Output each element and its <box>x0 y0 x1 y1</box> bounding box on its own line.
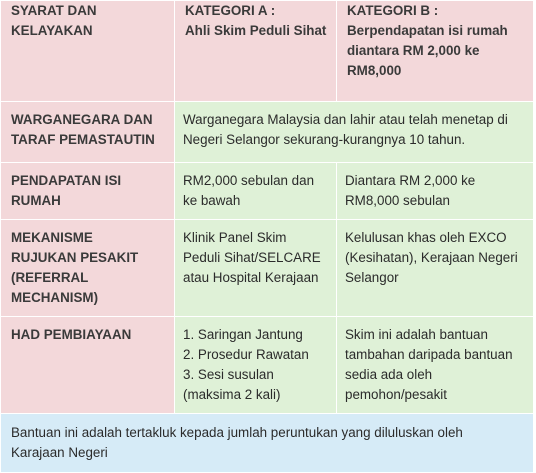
table-row-pendapatan <box>1 163 534 220</box>
cell-kategori-b: Kelulusan khas oleh EXCO (Kesihatan), Kerajaan Negeri Selangor <box>337 220 534 317</box>
list-item: 3. Sesi susulan <box>183 367 274 382</box>
table-row-had-pembiayaan <box>1 317 534 414</box>
cell-kategori-a <box>175 317 337 414</box>
cell-kategori-b: Skim ini adalah bantuan tambahan daripada bantuan sedia ada oleh pemohon/pesakit <box>337 317 534 414</box>
footer-row <box>1 414 534 473</box>
list-item: 1. Saringan Jantung <box>183 327 303 342</box>
list-item: 2. Prosedur Rawatan <box>183 347 309 362</box>
row-merged-cell: Warganegara Malaysia dan lahir atau telah menetap di Negeri Selangor sekurang-kurangnya 10 tahun. <box>175 102 534 163</box>
cell-kategori-a: RM2,000 sebulan dan ke bawah <box>175 163 337 220</box>
row-label: PENDAPATAN ISI RUMAH <box>1 163 175 220</box>
header-kategori-b: KATEGORI B : Berpendapatan isi rumah diantara RM 2,000 ke RM8,000 <box>337 1 534 102</box>
row-label: WARGANEGARA DAN TARAF PEMASTAUTIN <box>1 102 175 163</box>
list-item: (maksima 2 kali) <box>183 387 281 402</box>
table-row-warganegara <box>1 102 534 163</box>
row-label: HAD PEMBIAYAAN <box>1 317 175 414</box>
table-row-mekanisme <box>1 220 534 317</box>
row-label: MEKANISME RUJUKAN PESAKIT (REFERRAL MECHANISM) <box>1 220 175 317</box>
numbered-list <box>183 325 330 405</box>
header-syarat-kelayakan: SYARAT DAN KELAYAKAN <box>1 1 175 102</box>
header-kategori-a: KATEGORI A : Ahli Skim Peduli Sihat <box>175 1 337 102</box>
header-row <box>1 1 534 102</box>
cell-kategori-b: Diantara RM 2,000 ke RM8,000 sebulan <box>337 163 534 220</box>
footer-note: Bantuan ini adalah tertakluk kepada jumlah peruntukan yang diluluskan oleh Karajaan Negeri <box>1 414 534 473</box>
cell-kategori-a: Klinik Panel Skim Peduli Sihat/SELCARE atau Hospital Kerajaan <box>175 220 337 317</box>
